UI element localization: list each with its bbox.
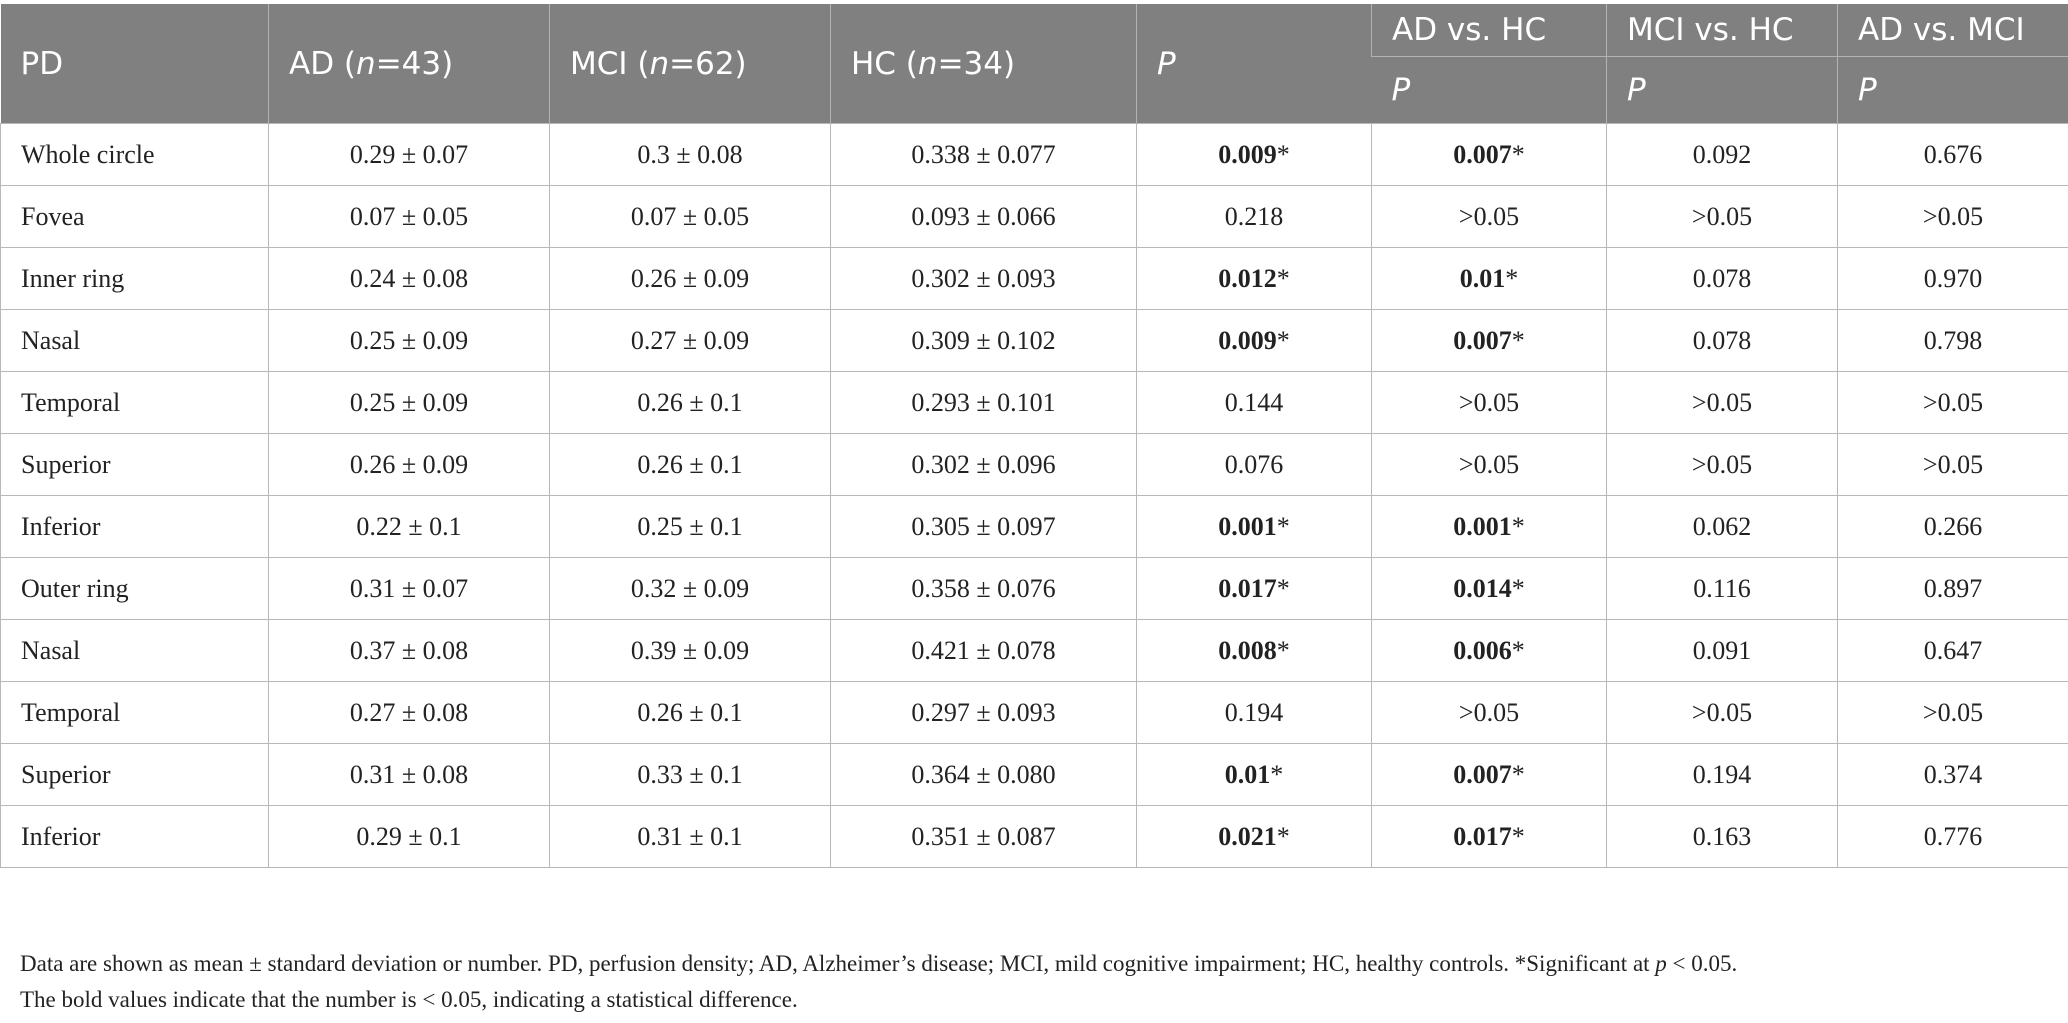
table-row [1,434,2068,496]
row-label: Whole circle [1,124,269,186]
cell-mci-vs-hc: >0.05 [1607,682,1838,744]
cell-mci-vs-hc: 0.163 [1607,806,1838,868]
cell-ad-vs-hc-significance-marker: * [1511,139,1525,169]
cell-ad-vs-hc [1372,682,1607,744]
cell-p-significance-marker: * [1276,325,1290,355]
cell-mci-vs-hc: 0.078 [1607,248,1838,310]
cell-ad-vs-hc-significance-marker: * [1511,635,1525,665]
cell-hc: 0.338 ± 0.077 [831,124,1137,186]
table-header [1,4,2068,124]
cell-hc: 0.309 ± 0.102 [831,310,1137,372]
cell-ad-vs-hc-value: >0.05 [1458,449,1520,479]
table-row [1,186,2068,248]
header-ad-vs-mci: AD vs. MCI [1838,4,2068,57]
cell-p-value: 0.218 [1224,201,1284,231]
cell-ad-vs-mci: >0.05 [1838,186,2068,248]
cell-ad-vs-hc-value: 0.007 [1453,759,1512,789]
table-row [1,372,2068,434]
table-row [1,806,2068,868]
row-label: Inner ring [1,248,269,310]
cell-mci: 0.26 ± 0.1 [550,682,831,744]
cell-ad-vs-hc-significance-marker: * [1505,263,1519,293]
cell-mci: 0.27 ± 0.09 [550,310,831,372]
cell-p-significance-marker: * [1276,139,1290,169]
cell-ad-vs-hc-value: 0.014 [1453,573,1512,603]
cell-p [1137,558,1372,620]
cell-ad: 0.31 ± 0.07 [269,558,550,620]
cell-mci: 0.39 ± 0.09 [550,620,831,682]
cell-hc: 0.302 ± 0.093 [831,248,1137,310]
cell-ad-vs-mci: 0.897 [1838,558,2068,620]
cell-ad-vs-mci: 0.266 [1838,496,2068,558]
cell-mci: 0.31 ± 0.1 [550,806,831,868]
table-row [1,248,2068,310]
cell-p-significance-marker: * [1276,263,1290,293]
cell-ad: 0.31 ± 0.08 [269,744,550,806]
cell-p-significance-marker: * [1276,635,1290,665]
cell-p-significance-marker: * [1276,821,1290,851]
cell-ad-vs-hc [1372,186,1607,248]
cell-ad: 0.29 ± 0.07 [269,124,550,186]
cell-ad-vs-hc [1372,620,1607,682]
row-label: Inferior [1,496,269,558]
cell-p-significance-marker: * [1276,511,1290,541]
cell-hc: 0.297 ± 0.093 [831,682,1137,744]
cell-ad-vs-hc [1372,310,1607,372]
cell-ad-vs-hc-significance-marker: * [1511,511,1525,541]
header-hc: HC (n=34) [831,4,1137,124]
row-label: Inferior [1,806,269,868]
cell-mci: 0.26 ± 0.1 [550,372,831,434]
table-row [1,744,2068,806]
cell-hc: 0.302 ± 0.096 [831,434,1137,496]
cell-ad-vs-hc-value: 0.017 [1453,821,1512,851]
footnote-bold-values: The bold values indicate that the number is < 0.05, indicating a statistical difference. [20,987,798,1012]
cell-ad-vs-hc-value: 0.007 [1453,325,1512,355]
cell-ad-vs-mci: 0.647 [1838,620,2068,682]
cell-hc: 0.351 ± 0.087 [831,806,1137,868]
cell-p [1137,806,1372,868]
cell-mci: 0.26 ± 0.09 [550,248,831,310]
cell-ad-vs-hc-significance-marker: * [1511,573,1525,603]
cell-ad: 0.27 ± 0.08 [269,682,550,744]
cell-ad-vs-mci: 0.776 [1838,806,2068,868]
cell-ad-vs-hc [1372,496,1607,558]
table-row [1,310,2068,372]
cell-ad-vs-hc-value: 0.01 [1459,263,1506,293]
cell-hc: 0.358 ± 0.076 [831,558,1137,620]
footnote-abbreviations: Data are shown as mean ± standard deviation or number. PD, perfusion density; AD, Alzheimer’s disease; MCI, mild cognitive impairment; HC, healthy controls. *Significant at p < 0.05. [20,951,1738,976]
row-label: Outer ring [1,558,269,620]
cell-ad-vs-hc [1372,744,1607,806]
cell-mci: 0.07 ± 0.05 [550,186,831,248]
cell-ad-vs-hc-significance-marker: * [1511,759,1525,789]
cell-p-significance-marker: * [1270,759,1284,789]
perfusion-density-table [0,4,2068,868]
cell-ad-vs-hc [1372,248,1607,310]
subheader-ad-vs-hc-p: P [1372,57,1607,124]
cell-mci-vs-hc: 0.116 [1607,558,1838,620]
cell-ad-vs-hc-significance-marker: * [1511,821,1525,851]
cell-p-value: 0.01 [1224,759,1271,789]
row-label: Temporal [1,372,269,434]
cell-hc: 0.293 ± 0.101 [831,372,1137,434]
row-label: Nasal [1,620,269,682]
cell-p [1137,744,1372,806]
cell-p [1137,682,1372,744]
cell-ad-vs-hc-significance-marker: * [1511,325,1525,355]
cell-p-value: 0.009 [1218,139,1277,169]
cell-p-value: 0.009 [1218,325,1277,355]
cell-mci: 0.26 ± 0.1 [550,434,831,496]
row-label: Superior [1,434,269,496]
cell-p-value: 0.017 [1218,573,1277,603]
cell-ad-vs-hc-value: >0.05 [1458,201,1520,231]
cell-mci-vs-hc: >0.05 [1607,372,1838,434]
cell-mci-vs-hc: 0.194 [1607,744,1838,806]
cell-ad-vs-hc-value: 0.007 [1453,139,1512,169]
header-pd: PD [1,4,269,124]
header-mci-vs-hc: MCI vs. HC [1607,4,1838,57]
cell-ad-vs-mci: >0.05 [1838,682,2068,744]
cell-mci-vs-hc: >0.05 [1607,186,1838,248]
cell-p [1137,434,1372,496]
cell-mci-vs-hc: 0.062 [1607,496,1838,558]
table-row [1,620,2068,682]
table-body [1,124,2068,868]
row-label: Nasal [1,310,269,372]
cell-p-value: 0.194 [1224,697,1284,727]
cell-ad-vs-hc [1372,434,1607,496]
cell-ad: 0.25 ± 0.09 [269,372,550,434]
cell-ad: 0.25 ± 0.09 [269,310,550,372]
cell-ad: 0.07 ± 0.05 [269,186,550,248]
cell-ad: 0.29 ± 0.1 [269,806,550,868]
table-row [1,124,2068,186]
cell-ad-vs-hc-value: >0.05 [1458,697,1520,727]
cell-p-value: 0.021 [1218,821,1277,851]
cell-ad-vs-mci: 0.374 [1838,744,2068,806]
cell-p-value: 0.012 [1218,263,1277,293]
cell-ad-vs-mci: 0.676 [1838,124,2068,186]
cell-mci-vs-hc: 0.092 [1607,124,1838,186]
cell-ad-vs-hc-value: >0.05 [1458,387,1520,417]
cell-hc: 0.364 ± 0.080 [831,744,1137,806]
cell-mci: 0.3 ± 0.08 [550,124,831,186]
cell-mci: 0.25 ± 0.1 [550,496,831,558]
cell-p [1137,496,1372,558]
cell-ad-vs-mci: >0.05 [1838,434,2068,496]
cell-mci-vs-hc: 0.078 [1607,310,1838,372]
cell-hc: 0.421 ± 0.078 [831,620,1137,682]
row-label: Superior [1,744,269,806]
cell-p-value: 0.008 [1218,635,1277,665]
subheader-mci-vs-hc-p: P [1607,57,1838,124]
cell-ad-vs-hc-value: 0.006 [1453,635,1512,665]
table-row [1,682,2068,744]
cell-ad-vs-hc [1372,558,1607,620]
header-p: P [1137,4,1372,124]
cell-p [1137,124,1372,186]
cell-ad-vs-hc [1372,806,1607,868]
cell-p [1137,186,1372,248]
cell-ad: 0.22 ± 0.1 [269,496,550,558]
row-label: Temporal [1,682,269,744]
cell-ad-vs-mci: 0.970 [1838,248,2068,310]
cell-ad: 0.37 ± 0.08 [269,620,550,682]
cell-mci-vs-hc: >0.05 [1607,434,1838,496]
cell-hc: 0.305 ± 0.097 [831,496,1137,558]
cell-ad-vs-hc [1372,124,1607,186]
cell-ad: 0.24 ± 0.08 [269,248,550,310]
cell-mci: 0.33 ± 0.1 [550,744,831,806]
table-row [1,496,2068,558]
cell-p-value: 0.076 [1224,449,1284,479]
cell-p-value: 0.001 [1218,511,1277,541]
table-footnotes [20,946,2060,1018]
header-ad: AD (n=43) [269,4,550,124]
cell-p-significance-marker: * [1276,573,1290,603]
cell-p [1137,310,1372,372]
cell-p [1137,372,1372,434]
cell-p-value: 0.144 [1224,387,1284,417]
header-ad-vs-hc: AD vs. HC [1372,4,1607,57]
cell-hc: 0.093 ± 0.066 [831,186,1137,248]
cell-ad: 0.26 ± 0.09 [269,434,550,496]
cell-mci: 0.32 ± 0.09 [550,558,831,620]
row-label: Fovea [1,186,269,248]
cell-ad-vs-hc [1372,372,1607,434]
cell-ad-vs-mci: >0.05 [1838,372,2068,434]
cell-p [1137,620,1372,682]
cell-ad-vs-hc-value: 0.001 [1453,511,1512,541]
header-mci: MCI (n=62) [550,4,831,124]
cell-mci-vs-hc: 0.091 [1607,620,1838,682]
cell-ad-vs-mci: 0.798 [1838,310,2068,372]
table-row [1,558,2068,620]
cell-p [1137,248,1372,310]
subheader-ad-vs-mci-p: P [1838,57,2068,124]
